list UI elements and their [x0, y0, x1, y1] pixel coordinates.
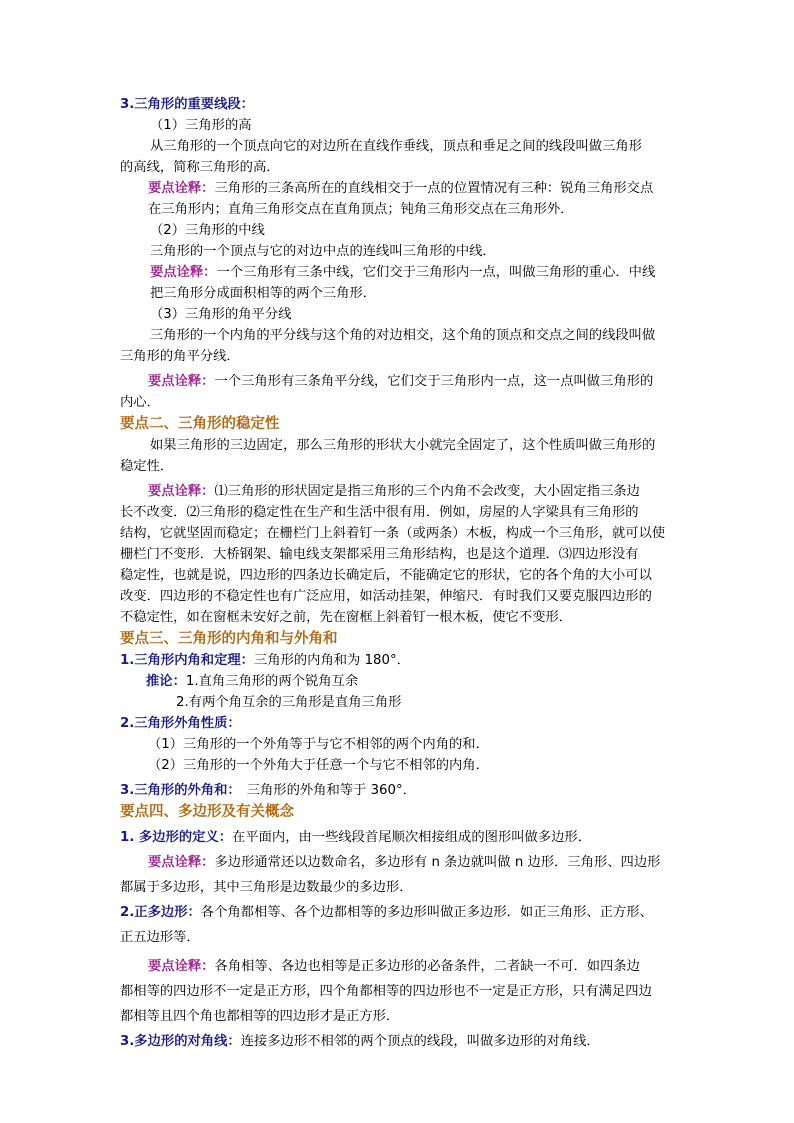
inference-label: 推论：	[146, 674, 186, 689]
definition-label: 3.多边形的对角线：	[120, 1034, 241, 1049]
theorem-label: 3.三角形的外角和：	[120, 783, 241, 798]
note-line: 内心．	[120, 395, 160, 410]
note-line	[120, 852, 680, 873]
paragraph-line: 三角形的一个顶点与它的对边中点的连线叫三角形的中线．	[150, 244, 496, 259]
definition-label: 2.正多边形：	[120, 905, 201, 920]
note-line: 都相等的四边形不一定是正方形，四个角都相等的四边形也不一定是正方形，只有满足四边	[120, 984, 652, 999]
note-text: 一个三角形有三条角平分线，它们交于三角形内一点，这一点叫做三角形的	[214, 374, 654, 389]
note-text: 三角形的三条高所在的直线相交于一点的位置情况有三种：锐角三角形交点	[214, 181, 654, 196]
note-line: 改变．四边形的不稳定性也有广泛应用，如活动挂架，伸缩尺．有时我们又要克服四边形的	[120, 589, 652, 604]
note-line	[120, 262, 680, 283]
note-line: 把三角形分成面积相等的两个三角形．	[150, 286, 377, 301]
paragraph-line: 稳定性．	[120, 459, 174, 474]
note-line: 在三角形内；直角三角形交点在直角顶点；钝角三角形交点在三角形外．	[148, 202, 574, 217]
note-label: 要点诠释：	[148, 374, 215, 389]
note-line: 栅栏门不变形．大桥钢架、输电线支架都采用三角形结构，也是这个道理．⑶四边形没有	[120, 547, 639, 562]
paragraph-line: 如果三角形的三边固定，那么三角形的形状大小就完全固定了，这个性质叫做三角形的	[150, 438, 656, 453]
section-heading: 要点四、多边形及有关概念	[120, 804, 294, 820]
note-line	[120, 178, 680, 199]
theorem-item: （1）三角形的一个外角等于与它不相邻的两个内角的和．	[148, 737, 489, 752]
subheading: （3）三角形的角平分线	[150, 307, 292, 322]
theorem-line	[120, 780, 680, 801]
definition-text: 各个角都相等、各个边都相等的多边形叫做正多边形．如正三角形、正方形、	[200, 905, 653, 920]
theorem-line	[120, 650, 680, 671]
note-line: 稳定性，也就是说，四边形的四条边长确定后，不能确定它的形状，它的各个角的大小可以	[120, 568, 652, 583]
document-page	[120, 94, 680, 1052]
inference-line	[120, 671, 680, 692]
section-heading: 要点三、三角形的内角和与外角和	[120, 631, 338, 647]
note-line: 都相等且四个角也都相等的四边形才是正方形．	[120, 1009, 400, 1024]
theorem-text: 三角形的内角和为 180°．	[253, 653, 410, 668]
note-text: ⑴三角形的形状固定是指三角形的三个内角不会改变，大小固定指三条边	[214, 484, 640, 499]
definition-text: 在平面内，由一些线段首尾顺次相接组成的图形叫做多边形．	[232, 830, 592, 845]
definition-text: 连接多边形不相邻的两个顶点的线段，叫做多边形的对角线．	[240, 1034, 600, 1049]
subheading: （1）三角形的高	[150, 118, 252, 133]
note-line: 都属于多边形，其中三角形是边数最少的多边形．	[120, 880, 413, 895]
theorem-label: 1.三角形内角和定理：	[120, 653, 254, 668]
inference-text: 1.直角三角形的两个锐角互余	[185, 674, 359, 689]
note-line: 长不改变．⑵三角形的稳定性在生产和生活中很有用．例如，房屋的人字梁具有三角形的	[120, 505, 639, 520]
definition-line	[120, 902, 680, 923]
paragraph-line: 的高线，简称三角形的高．	[120, 160, 280, 175]
note-label: 要点诠释：	[148, 855, 215, 870]
note-line	[120, 956, 680, 977]
note-line: 不稳定性，如在窗框未安好之前，先在窗框上斜着钉一根木板，使它不变形．	[120, 610, 573, 625]
note-label: 要点诠释：	[150, 265, 217, 280]
paragraph-line: 从三角形的一个顶点向它的对边所在直线作垂线，顶点和垂足之间的线段叫做三角形	[150, 139, 642, 154]
theorem-text: 三角形的外角和等于 360°．	[246, 783, 416, 798]
inference-line: 2.有两个角互余的三角形是直角三角形	[176, 695, 402, 710]
definition-label: 1. 多边形的定义：	[120, 830, 233, 845]
note-label: 要点诠释：	[148, 484, 215, 499]
note-text: 各角相等、各边也相等是正多边形的必备条件，二者缺一不可．如四条边	[214, 959, 640, 974]
note-label: 要点诠释：	[148, 959, 215, 974]
theorem-line	[120, 713, 680, 734]
theorem-item: （2）三角形的一个外角大于任意一个与它不相邻的内角．	[148, 758, 489, 773]
subheading: （2）三角形的中线	[150, 223, 265, 238]
paragraph-line: 三角形的角平分线．	[120, 349, 240, 364]
definition-line	[120, 827, 680, 848]
note-line: 结构，它就坚固而稳定；在栅栏门上斜着钉一条（或两条）木板，构成一个三角形，就可以使	[120, 526, 666, 541]
note-label: 要点诠释：	[148, 181, 215, 196]
section-heading: 要点二、三角形的稳定性	[120, 416, 280, 432]
note-text: 多边形通常还以边数命名，多边形有 n 条边就叫做 n 边形．三角形、四边形	[214, 855, 661, 870]
definition-line: 正五边形等．	[120, 930, 200, 945]
note-line	[120, 481, 680, 502]
note-text: 一个三角形有三条中线，它们交于三角形内一点，叫做三角形的重心．中线	[216, 265, 656, 280]
section-heading: 3.三角形的重要线段：	[120, 97, 254, 112]
note-line	[120, 371, 680, 392]
paragraph-line: 三角形的一个内角的平分线与这个角的对边相交，这个角的顶点和交点之间的线段叫做	[150, 328, 656, 343]
definition-line	[120, 1031, 680, 1052]
theorem-label: 2.三角形外角性质：	[120, 716, 241, 731]
